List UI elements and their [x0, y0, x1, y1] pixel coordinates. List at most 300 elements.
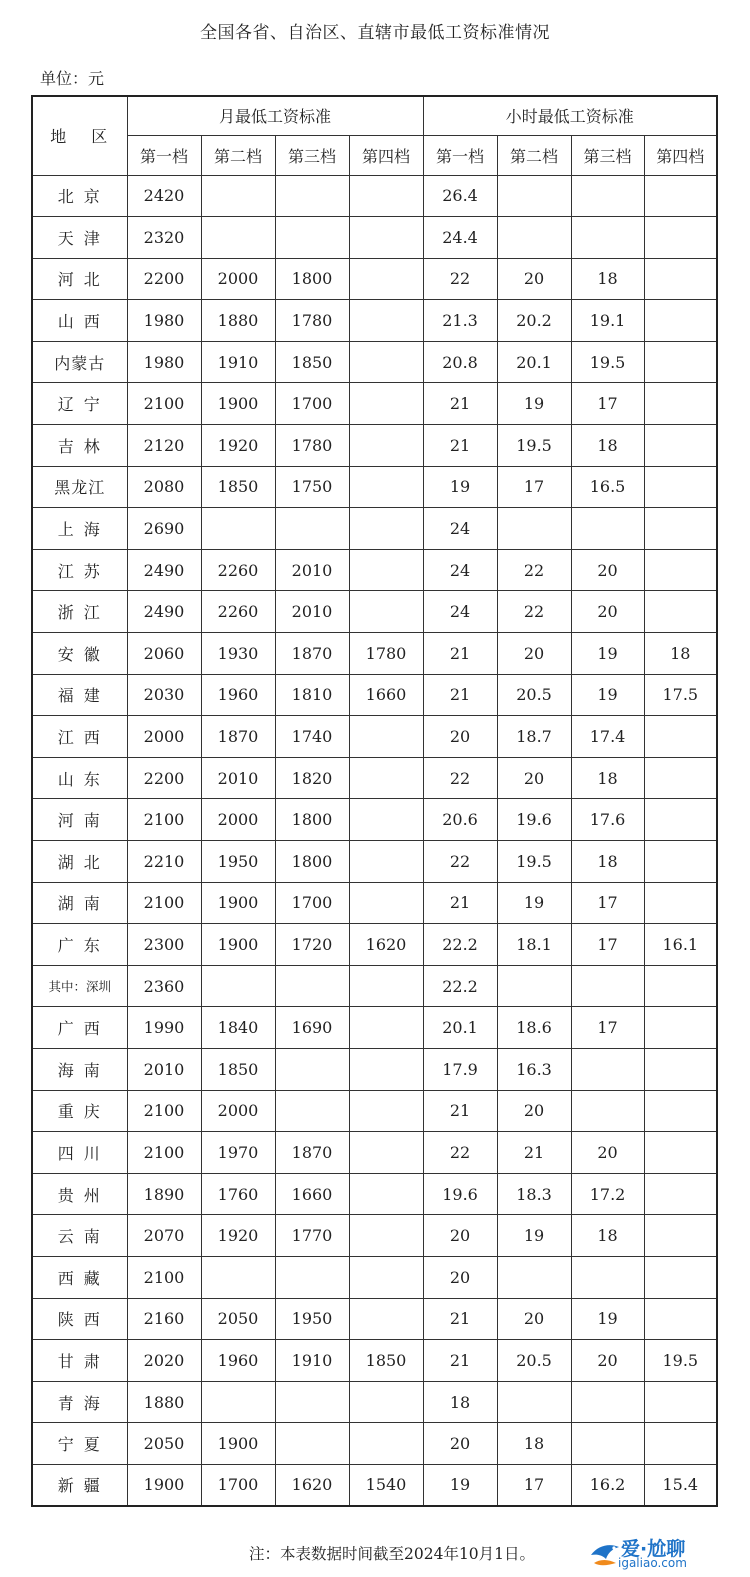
hourly-wage-cell: [644, 258, 717, 300]
hourly-wage-cell: [644, 965, 717, 1007]
hourly-wage-cell: [571, 1381, 644, 1423]
monthly-wage-cell: 2160: [127, 1298, 201, 1340]
monthly-wage-cell: [349, 1173, 423, 1215]
monthly-wage-cell: 1950: [275, 1298, 349, 1340]
monthly-wage-cell: [201, 508, 275, 550]
header-region: 地 区: [32, 96, 127, 175]
hourly-wage-cell: 19.1: [571, 300, 644, 342]
table-row: [32, 799, 717, 841]
table-row: [32, 300, 717, 342]
hourly-wage-cell: 21: [423, 882, 497, 924]
watermark-logo: [588, 1533, 744, 1573]
monthly-wage-cell: [275, 217, 349, 259]
table-row: [32, 1298, 717, 1340]
hourly-wage-cell: [571, 1090, 644, 1132]
table-row: [32, 1048, 717, 1090]
hourly-wage-cell: 22: [423, 258, 497, 300]
region-cell: 广东: [32, 924, 127, 966]
hourly-wage-cell: 19.6: [497, 799, 571, 841]
region-cell: 天津: [32, 217, 127, 259]
monthly-wage-cell: 2050: [127, 1423, 201, 1465]
hourly-wage-cell: [644, 1048, 717, 1090]
hourly-wage-cell: [497, 217, 571, 259]
monthly-wage-cell: 2060: [127, 633, 201, 675]
monthly-wage-cell: [349, 882, 423, 924]
hourly-wage-cell: 19: [571, 674, 644, 716]
hourly-wage-cell: [497, 508, 571, 550]
region-cell: 四川: [32, 1132, 127, 1174]
hourly-wage-cell: 18.3: [497, 1173, 571, 1215]
hourly-wage-cell: [644, 1423, 717, 1465]
region-cell: 云南: [32, 1215, 127, 1257]
hourly-wage-cell: [644, 1007, 717, 1049]
monthly-wage-cell: 1700: [275, 882, 349, 924]
hourly-wage-cell: 20: [423, 716, 497, 758]
region-cell: 陕西: [32, 1298, 127, 1340]
hourly-wage-cell: 18: [571, 425, 644, 467]
table-row: [32, 1007, 717, 1049]
monthly-wage-cell: 2360: [127, 965, 201, 1007]
region-cell: 新疆: [32, 1464, 127, 1506]
monthly-wage-cell: 1930: [201, 633, 275, 675]
monthly-wage-cell: [275, 1048, 349, 1090]
hourly-wage-cell: 19.6: [423, 1173, 497, 1215]
hourly-wage-cell: 20: [571, 1132, 644, 1174]
region-cell: 广西: [32, 1007, 127, 1049]
region-cell: 辽宁: [32, 383, 127, 425]
monthly-wage-cell: 1900: [201, 882, 275, 924]
hourly-wage-cell: [644, 1215, 717, 1257]
monthly-wage-cell: [349, 466, 423, 508]
monthly-wage-cell: 2320: [127, 217, 201, 259]
hourly-wage-cell: 21: [423, 674, 497, 716]
hourly-wage-cell: 22: [497, 591, 571, 633]
monthly-wage-cell: 2200: [127, 258, 201, 300]
hourly-wage-cell: 17.5: [644, 674, 717, 716]
page-title: 全国各省、自治区、直辖市最低工资标准情况: [200, 23, 550, 43]
monthly-wage-cell: 1660: [349, 674, 423, 716]
hourly-wage-cell: 18.6: [497, 1007, 571, 1049]
hourly-wage-cell: 20: [571, 1340, 644, 1382]
monthly-wage-cell: [349, 1090, 423, 1132]
hourly-wage-cell: 19: [497, 882, 571, 924]
hourly-wage-cell: 21.3: [423, 300, 497, 342]
region-cell: 江西: [32, 716, 127, 758]
hourly-wage-cell: 17: [497, 1464, 571, 1506]
hourly-wage-cell: 18: [423, 1381, 497, 1423]
monthly-wage-cell: [349, 1298, 423, 1340]
hourly-wage-cell: 18: [571, 757, 644, 799]
hourly-wage-cell: 21: [423, 633, 497, 675]
hourly-wage-cell: [644, 1132, 717, 1174]
monthly-wage-cell: 2010: [201, 757, 275, 799]
table-row: [32, 549, 717, 591]
hourly-wage-cell: 17: [571, 882, 644, 924]
hourly-wage-cell: 17: [571, 383, 644, 425]
hourly-wage-cell: [644, 508, 717, 550]
table-row: [32, 716, 717, 758]
table-row: [32, 1381, 717, 1423]
monthly-wage-cell: 2210: [127, 841, 201, 883]
monthly-wage-cell: 1620: [349, 924, 423, 966]
table-row: [32, 1256, 717, 1298]
hourly-wage-cell: 24: [423, 591, 497, 633]
monthly-wage-cell: [275, 1381, 349, 1423]
table-row: [32, 1464, 717, 1506]
header-monthly: 月最低工资标准: [127, 96, 423, 135]
region-cell: 湖北: [32, 841, 127, 883]
monthly-wage-cell: 1850: [201, 466, 275, 508]
region-cell: 山西: [32, 300, 127, 342]
monthly-wage-cell: 2010: [127, 1048, 201, 1090]
hourly-wage-cell: [644, 716, 717, 758]
table-row: [32, 175, 717, 217]
monthly-wage-cell: 2490: [127, 591, 201, 633]
header-tier: 第二档: [497, 135, 571, 175]
monthly-wage-cell: 1750: [275, 466, 349, 508]
hourly-wage-cell: 24.4: [423, 217, 497, 259]
watermark-url: igaliao.com: [618, 1556, 687, 1570]
monthly-wage-cell: [349, 383, 423, 425]
monthly-wage-cell: [349, 1132, 423, 1174]
table-row: [32, 924, 717, 966]
hourly-wage-cell: 19: [423, 466, 497, 508]
monthly-wage-cell: 1700: [201, 1464, 275, 1506]
monthly-wage-cell: 1960: [201, 1340, 275, 1382]
header-tier: 第一档: [423, 135, 497, 175]
monthly-wage-cell: 1660: [275, 1173, 349, 1215]
monthly-wage-cell: 1920: [201, 1215, 275, 1257]
header-tier: 第二档: [201, 135, 275, 175]
hourly-wage-cell: 20: [497, 258, 571, 300]
hourly-wage-cell: [644, 882, 717, 924]
monthly-wage-cell: 1990: [127, 1007, 201, 1049]
monthly-wage-cell: 1800: [275, 841, 349, 883]
wage-table: [31, 95, 718, 1507]
region-cell: 甘肃: [32, 1340, 127, 1382]
hourly-wage-cell: [644, 1298, 717, 1340]
monthly-wage-cell: 1780: [275, 425, 349, 467]
hourly-wage-cell: 16.1: [644, 924, 717, 966]
hourly-wage-cell: 17: [497, 466, 571, 508]
region-cell: 北京: [32, 175, 127, 217]
monthly-wage-cell: 1870: [201, 716, 275, 758]
hourly-wage-cell: [644, 425, 717, 467]
monthly-wage-cell: [349, 175, 423, 217]
monthly-wage-cell: 2100: [127, 882, 201, 924]
hourly-wage-cell: [644, 175, 717, 217]
hourly-wage-cell: [644, 1090, 717, 1132]
table-row: [32, 1340, 717, 1382]
hourly-wage-cell: 18: [571, 1215, 644, 1257]
hourly-wage-cell: 22: [497, 549, 571, 591]
footnote: 注：本表数据时间截至2024年10月1日。: [249, 1545, 536, 1563]
monthly-wage-cell: [349, 258, 423, 300]
hourly-wage-cell: 18.1: [497, 924, 571, 966]
bird-logo-icon: [588, 1533, 622, 1573]
monthly-wage-cell: 1900: [127, 1464, 201, 1506]
monthly-wage-cell: 2000: [201, 258, 275, 300]
table-row: [32, 466, 717, 508]
monthly-wage-cell: 1690: [275, 1007, 349, 1049]
hourly-wage-cell: [571, 1048, 644, 1090]
monthly-wage-cell: 2080: [127, 466, 201, 508]
region-cell: 西藏: [32, 1256, 127, 1298]
monthly-wage-cell: 2000: [201, 1090, 275, 1132]
hourly-wage-cell: 20.1: [497, 341, 571, 383]
monthly-wage-cell: [349, 841, 423, 883]
monthly-wage-cell: 1780: [275, 300, 349, 342]
table-row: [32, 965, 717, 1007]
monthly-wage-cell: 2200: [127, 757, 201, 799]
table-row: [32, 1423, 717, 1465]
hourly-wage-cell: 20: [497, 633, 571, 675]
monthly-wage-cell: 1540: [349, 1464, 423, 1506]
hourly-wage-cell: 18.7: [497, 716, 571, 758]
hourly-wage-cell: 22: [423, 1132, 497, 1174]
header-tier: 第三档: [571, 135, 644, 175]
monthly-wage-cell: 2490: [127, 549, 201, 591]
hourly-wage-cell: [644, 1256, 717, 1298]
hourly-wage-cell: 19: [571, 1298, 644, 1340]
region-cell: 河北: [32, 258, 127, 300]
monthly-wage-cell: 2000: [201, 799, 275, 841]
hourly-wage-cell: [571, 508, 644, 550]
hourly-wage-cell: [497, 965, 571, 1007]
monthly-wage-cell: 1810: [275, 674, 349, 716]
hourly-wage-cell: [644, 300, 717, 342]
hourly-wage-cell: 21: [497, 1132, 571, 1174]
hourly-wage-cell: 21: [423, 425, 497, 467]
region-cell: 黑龙江: [32, 466, 127, 508]
monthly-wage-cell: [349, 1423, 423, 1465]
hourly-wage-cell: 18: [644, 633, 717, 675]
table-row: [32, 1090, 717, 1132]
hourly-wage-cell: [644, 799, 717, 841]
monthly-wage-cell: 2010: [275, 549, 349, 591]
monthly-wage-cell: 1820: [275, 757, 349, 799]
hourly-wage-cell: [497, 175, 571, 217]
hourly-wage-cell: 20: [423, 1256, 497, 1298]
monthly-wage-cell: 1850: [349, 1340, 423, 1382]
region-cell: 上海: [32, 508, 127, 550]
table-row: [32, 591, 717, 633]
monthly-wage-cell: [349, 1007, 423, 1049]
hourly-wage-cell: 17: [571, 924, 644, 966]
monthly-wage-cell: 1910: [275, 1340, 349, 1382]
monthly-wage-cell: [275, 1423, 349, 1465]
table-row: [32, 674, 717, 716]
monthly-wage-cell: [349, 300, 423, 342]
monthly-wage-cell: [201, 965, 275, 1007]
hourly-wage-cell: 20: [497, 1298, 571, 1340]
monthly-wage-cell: 1970: [201, 1132, 275, 1174]
monthly-wage-cell: 1780: [349, 633, 423, 675]
monthly-wage-cell: [201, 175, 275, 217]
monthly-wage-cell: 1840: [201, 1007, 275, 1049]
table-row: [32, 1173, 717, 1215]
monthly-wage-cell: 1920: [201, 425, 275, 467]
monthly-wage-cell: [349, 757, 423, 799]
region-cell: 浙江: [32, 591, 127, 633]
monthly-wage-cell: 1620: [275, 1464, 349, 1506]
monthly-wage-cell: [349, 1381, 423, 1423]
monthly-wage-cell: 2100: [127, 1256, 201, 1298]
hourly-wage-cell: 19.5: [644, 1340, 717, 1382]
header-tier: 第一档: [127, 135, 201, 175]
hourly-wage-cell: 20: [571, 549, 644, 591]
table-row: [32, 425, 717, 467]
monthly-wage-cell: 2030: [127, 674, 201, 716]
monthly-wage-cell: 2010: [275, 591, 349, 633]
monthly-wage-cell: 1900: [201, 383, 275, 425]
hourly-wage-cell: [571, 1423, 644, 1465]
hourly-wage-cell: 22: [423, 757, 497, 799]
hourly-wage-cell: 24: [423, 549, 497, 591]
monthly-wage-cell: 2260: [201, 549, 275, 591]
hourly-wage-cell: [644, 591, 717, 633]
hourly-wage-cell: 20.8: [423, 341, 497, 383]
table-row: [32, 757, 717, 799]
hourly-wage-cell: 20: [423, 1423, 497, 1465]
table-row: [32, 341, 717, 383]
hourly-wage-cell: [644, 757, 717, 799]
hourly-wage-cell: 20: [497, 1090, 571, 1132]
hourly-wage-cell: [644, 549, 717, 591]
hourly-wage-cell: [644, 1381, 717, 1423]
monthly-wage-cell: 1980: [127, 341, 201, 383]
hourly-wage-cell: [644, 841, 717, 883]
hourly-wage-cell: 24: [423, 508, 497, 550]
region-cell: 河南: [32, 799, 127, 841]
hourly-wage-cell: 18: [571, 841, 644, 883]
hourly-wage-cell: [644, 341, 717, 383]
hourly-wage-cell: [644, 466, 717, 508]
hourly-wage-cell: 20: [497, 757, 571, 799]
monthly-wage-cell: 2050: [201, 1298, 275, 1340]
table-row: [32, 841, 717, 883]
hourly-wage-cell: 19.5: [497, 841, 571, 883]
hourly-wage-cell: 20: [423, 1215, 497, 1257]
table-row: [32, 508, 717, 550]
monthly-wage-cell: 1910: [201, 341, 275, 383]
monthly-wage-cell: [349, 1215, 423, 1257]
monthly-wage-cell: [349, 549, 423, 591]
monthly-wage-cell: 1700: [275, 383, 349, 425]
monthly-wage-cell: [275, 1090, 349, 1132]
monthly-wage-cell: [201, 1256, 275, 1298]
monthly-wage-cell: [349, 716, 423, 758]
hourly-wage-cell: 18: [571, 258, 644, 300]
hourly-wage-cell: 20.2: [497, 300, 571, 342]
region-cell: 安徽: [32, 633, 127, 675]
header-hourly: 小时最低工资标准: [423, 96, 717, 135]
hourly-wage-cell: [644, 1173, 717, 1215]
monthly-wage-cell: 1890: [127, 1173, 201, 1215]
monthly-wage-cell: 2420: [127, 175, 201, 217]
monthly-wage-cell: 1880: [127, 1381, 201, 1423]
monthly-wage-cell: 1960: [201, 674, 275, 716]
monthly-wage-cell: [275, 175, 349, 217]
hourly-wage-cell: 16.2: [571, 1464, 644, 1506]
monthly-wage-cell: [349, 508, 423, 550]
table-row: [32, 383, 717, 425]
monthly-wage-cell: 1850: [201, 1048, 275, 1090]
monthly-wage-cell: [201, 1381, 275, 1423]
hourly-wage-cell: 16.3: [497, 1048, 571, 1090]
hourly-wage-cell: 17.2: [571, 1173, 644, 1215]
monthly-wage-cell: 1850: [275, 341, 349, 383]
monthly-wage-cell: [349, 965, 423, 1007]
monthly-wage-cell: 1980: [127, 300, 201, 342]
hourly-wage-cell: 19.5: [497, 425, 571, 467]
monthly-wage-cell: [349, 1256, 423, 1298]
monthly-wage-cell: 1880: [201, 300, 275, 342]
hourly-wage-cell: [571, 217, 644, 259]
table-row: [32, 1215, 717, 1257]
hourly-wage-cell: [644, 383, 717, 425]
hourly-wage-cell: 20.5: [497, 674, 571, 716]
hourly-wage-cell: 22.2: [423, 965, 497, 1007]
monthly-wage-cell: 1870: [275, 1132, 349, 1174]
region-cell: 吉林: [32, 425, 127, 467]
table-row: [32, 882, 717, 924]
unit-label: 单位：元: [40, 69, 105, 88]
table-row: [32, 258, 717, 300]
region-cell: 贵州: [32, 1173, 127, 1215]
monthly-wage-cell: [275, 1256, 349, 1298]
monthly-wage-cell: 2260: [201, 591, 275, 633]
hourly-wage-cell: 21: [423, 1090, 497, 1132]
hourly-wage-cell: 19.5: [571, 341, 644, 383]
hourly-wage-cell: 20: [571, 591, 644, 633]
hourly-wage-cell: [571, 175, 644, 217]
region-cell: 湖南: [32, 882, 127, 924]
hourly-wage-cell: 15.4: [644, 1464, 717, 1506]
table-row: [32, 1132, 717, 1174]
monthly-wage-cell: 1800: [275, 799, 349, 841]
hourly-wage-cell: 26.4: [423, 175, 497, 217]
hourly-wage-cell: [497, 1256, 571, 1298]
hourly-wage-cell: 17.9: [423, 1048, 497, 1090]
monthly-wage-cell: 2120: [127, 425, 201, 467]
table-row: [32, 633, 717, 675]
monthly-wage-cell: [349, 799, 423, 841]
hourly-wage-cell: 19: [423, 1464, 497, 1506]
hourly-wage-cell: 19: [497, 1215, 571, 1257]
monthly-wage-cell: [349, 341, 423, 383]
monthly-wage-cell: [275, 965, 349, 1007]
hourly-wage-cell: 20.1: [423, 1007, 497, 1049]
region-cell: 海南: [32, 1048, 127, 1090]
hourly-wage-cell: [644, 217, 717, 259]
monthly-wage-cell: 2000: [127, 716, 201, 758]
header-tier: 第三档: [275, 135, 349, 175]
hourly-wage-cell: 21: [423, 1298, 497, 1340]
monthly-wage-cell: 1950: [201, 841, 275, 883]
hourly-wage-cell: 17: [571, 1007, 644, 1049]
monthly-wage-cell: 1800: [275, 258, 349, 300]
monthly-wage-cell: [275, 508, 349, 550]
hourly-wage-cell: 21: [423, 1340, 497, 1382]
monthly-wage-cell: 2100: [127, 383, 201, 425]
hourly-wage-cell: 17.4: [571, 716, 644, 758]
monthly-wage-cell: 2020: [127, 1340, 201, 1382]
monthly-wage-cell: 1900: [201, 1423, 275, 1465]
region-cell: 山东: [32, 757, 127, 799]
header-tier: 第四档: [349, 135, 423, 175]
monthly-wage-cell: 2100: [127, 799, 201, 841]
